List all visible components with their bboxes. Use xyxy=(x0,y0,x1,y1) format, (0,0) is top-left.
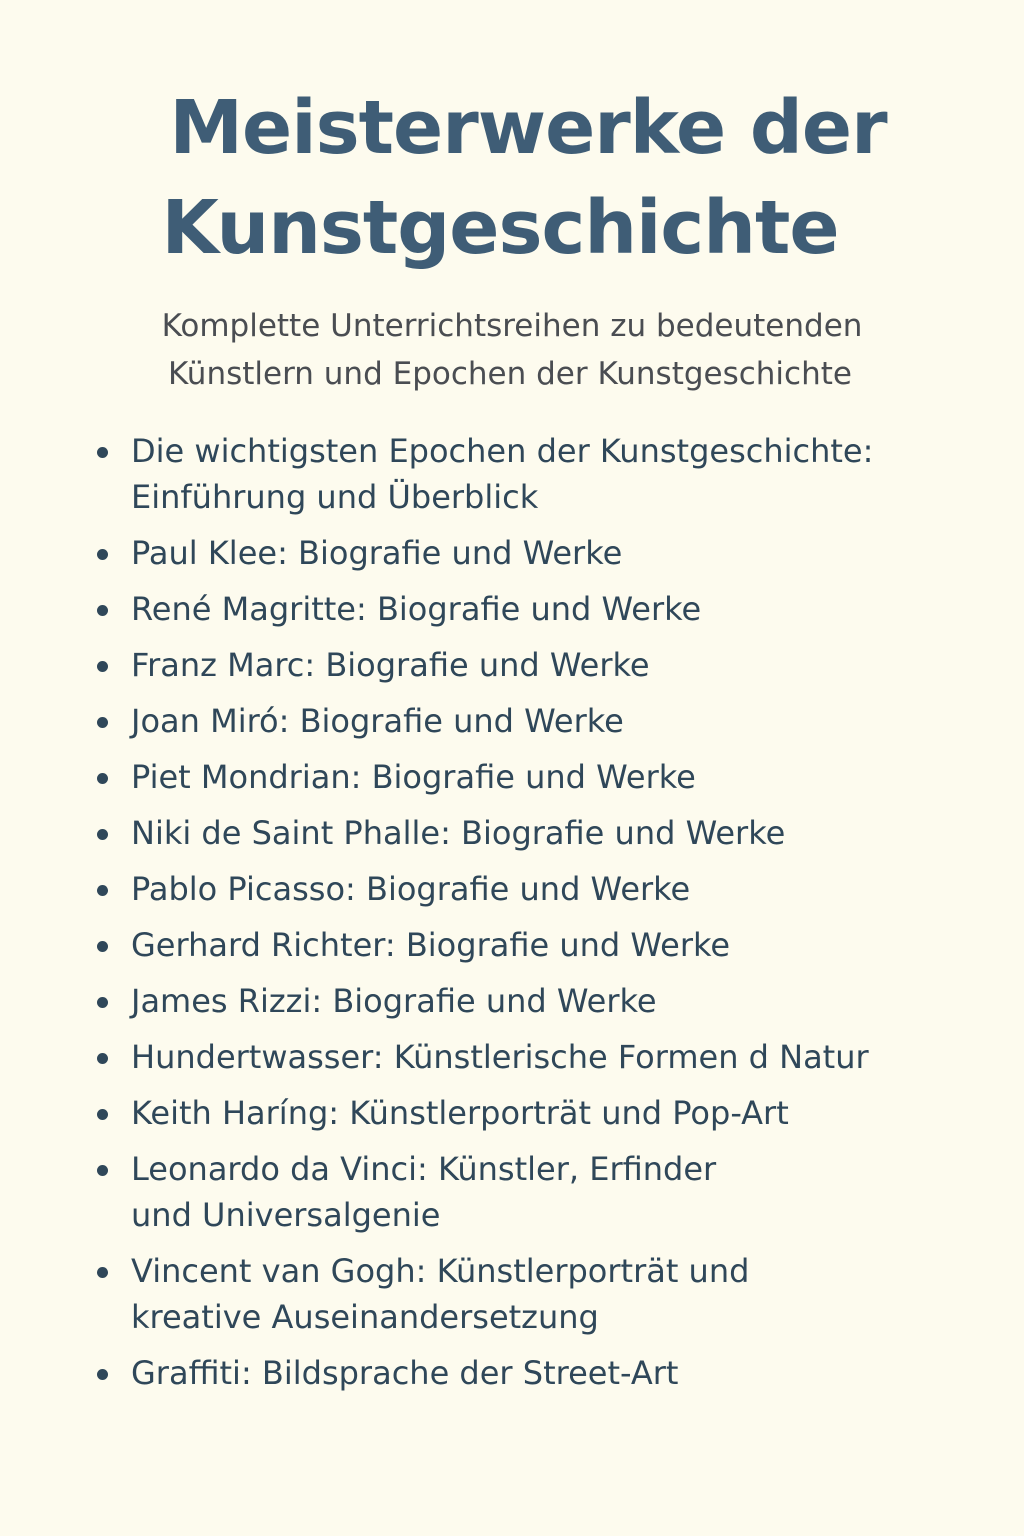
bullet-dot-icon xyxy=(97,549,108,560)
page-title xyxy=(0,78,1024,278)
topic-item-leonardo-da-vinci xyxy=(0,1146,1024,1238)
bullet-dot-icon xyxy=(97,1165,108,1176)
topic-line: Keith Haríng: Künstlerporträt und Pop-Art xyxy=(131,1094,789,1132)
topic-item-gerhard-richter xyxy=(0,922,1024,968)
topic-item-graffiti xyxy=(0,1350,1024,1396)
topic-item-pablo-picasso xyxy=(0,866,1024,912)
topic-line: Vincent van Gogh: Künstlerporträt und xyxy=(131,1252,750,1290)
topic-line: René Magritte: Biografie und Werke xyxy=(131,590,702,628)
bullet-dot-icon xyxy=(97,773,108,784)
bullet-dot-icon xyxy=(97,1109,108,1120)
bullet-dot-icon xyxy=(97,1369,108,1380)
bullet-dot-icon xyxy=(97,885,108,896)
topic-item-piet-mondrian xyxy=(0,754,1024,800)
page-subtitle xyxy=(0,302,1024,398)
topic-list xyxy=(0,428,1024,1406)
topic-line: Niki de Saint Phalle: Biografie und Werke xyxy=(131,814,786,852)
bullet-dot-icon xyxy=(97,717,108,728)
topic-item-rene-magritte xyxy=(0,586,1024,632)
topic-item-vincent-van-gogh xyxy=(0,1248,1024,1340)
topic-line: Einführung und Überblick xyxy=(131,478,539,516)
bullet-dot-icon xyxy=(97,997,108,1008)
topic-line: Paul Klee: Biografie und Werke xyxy=(131,534,623,572)
topic-line: Pablo Picasso: Biografie und Werke xyxy=(131,870,691,908)
bullet-dot-icon xyxy=(97,1053,108,1064)
topic-line: Leonardo da Vinci: Künstler, Erfinder xyxy=(131,1150,717,1188)
topic-line: Piet Mondrian: Biografie und Werke xyxy=(131,758,696,796)
bullet-dot-icon xyxy=(97,941,108,952)
topic-line: Hundertwasser: Künstlerische Formen d Natur xyxy=(131,1038,869,1076)
topic-item-keith-haring xyxy=(0,1090,1024,1136)
bullet-dot-icon xyxy=(97,661,108,672)
page-title-line-1: Meisterwerke der xyxy=(169,85,887,171)
topic-item-epochs xyxy=(0,428,1024,520)
bullet-dot-icon xyxy=(97,447,108,458)
topic-line: Joan Miró: Biografie und Werke xyxy=(131,702,624,740)
topic-item-franz-marc xyxy=(0,642,1024,688)
topic-line: kreative Auseinandersetzung xyxy=(131,1298,599,1336)
topic-line: Gerhard Richter: Biografie und Werke xyxy=(131,926,731,964)
topic-line: Graffiti: Bildsprache der Street-Art xyxy=(131,1354,679,1392)
topic-item-paul-klee xyxy=(0,530,1024,576)
topic-item-james-rizzi xyxy=(0,978,1024,1024)
page-subtitle-line-1: Komplette Unterrichtsreihen zu bedeutenden xyxy=(161,308,863,344)
bullet-dot-icon xyxy=(97,1267,108,1278)
topic-line: James Rizzi: Biografie und Werke xyxy=(131,982,657,1020)
page-subtitle-line-2: Künstlern und Epochen der Kunstgeschichte xyxy=(168,356,852,392)
page-title-line-2: Kunstgeschichte xyxy=(161,185,839,271)
topic-line: und Universalgenie xyxy=(131,1196,441,1234)
bullet-dot-icon xyxy=(97,605,108,616)
bullet-dot-icon xyxy=(97,829,108,840)
topic-line: Die wichtigsten Epochen der Kunstgeschichte: xyxy=(131,432,874,470)
topic-item-niki-de-saint-phalle xyxy=(0,810,1024,856)
topic-line: Franz Marc: Biografie und Werke xyxy=(131,646,650,684)
topic-item-hundertwasser xyxy=(0,1034,1024,1080)
topic-item-joan-miro xyxy=(0,698,1024,744)
